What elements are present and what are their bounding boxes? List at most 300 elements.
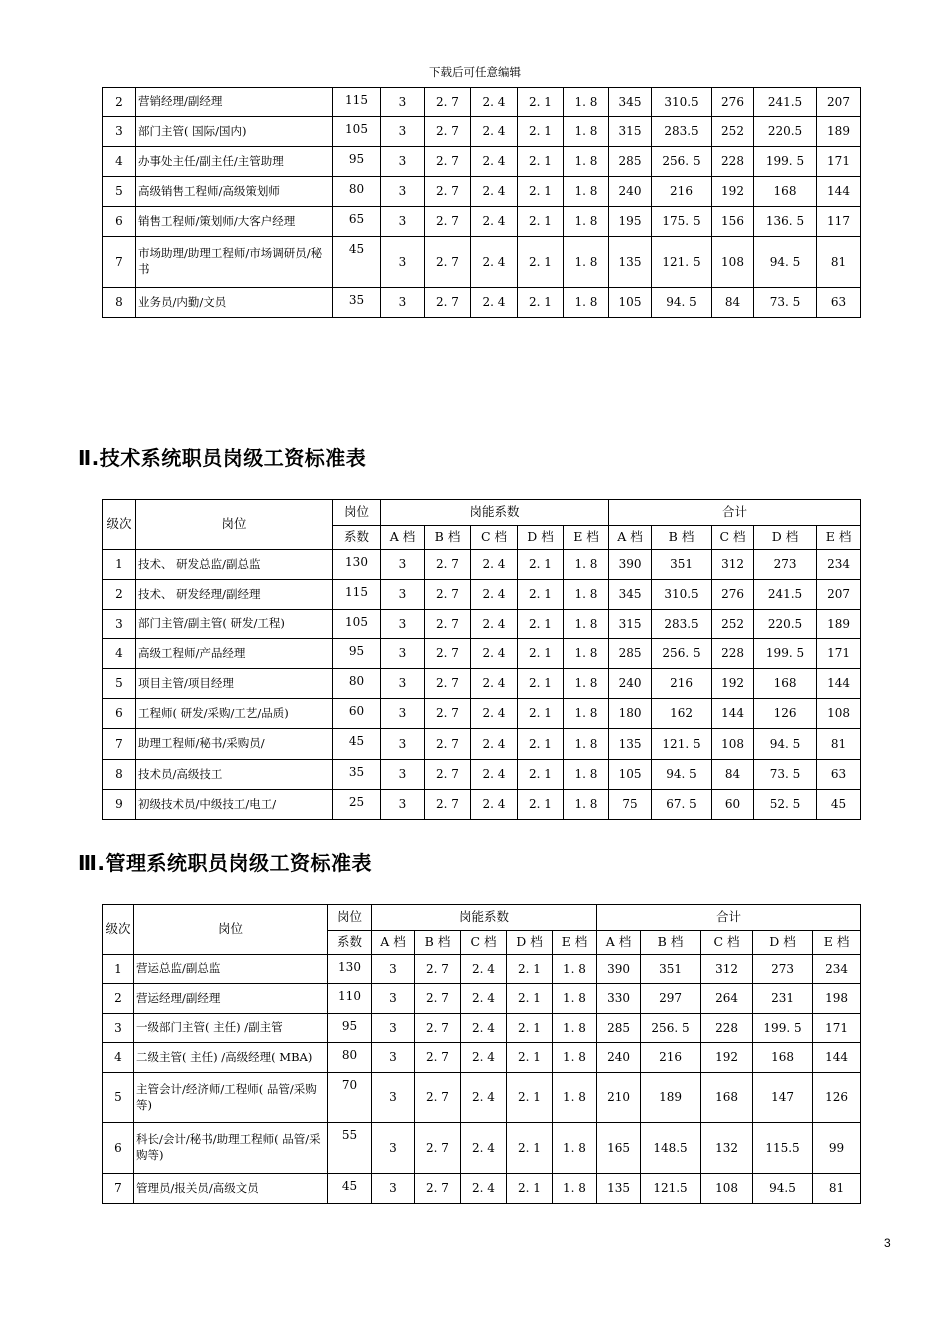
grade-header-d: D 档 <box>507 931 553 955</box>
grade-cell-c: 2. 4 <box>471 639 518 669</box>
grade-cell-e: 1. 8 <box>564 237 609 288</box>
total-cell-b: 162 <box>652 699 712 729</box>
total-cell-d: 199. 5 <box>754 639 817 669</box>
position-cell: 营销经理/副经理 <box>136 88 333 117</box>
total-cell-e: 108 <box>817 699 861 729</box>
position-header: 岗位 <box>134 905 328 955</box>
level-cell: 3 <box>103 117 136 147</box>
grade-cell-a: 3 <box>372 1073 415 1123</box>
total-cell-c: 156 <box>712 207 754 237</box>
total-cell-e: 63 <box>817 760 861 790</box>
grade-cell-d: 2. 1 <box>518 639 564 669</box>
position-cell: 二级主管( 主任) /高级经理( MBA) <box>134 1043 328 1073</box>
level-cell: 9 <box>103 790 136 820</box>
total-cell-e: 144 <box>817 177 861 207</box>
grade-cell-c: 2. 4 <box>471 288 518 318</box>
grade-cell-d: 2. 1 <box>507 1073 553 1123</box>
total-cell-e: 81 <box>817 237 861 288</box>
total-cell-d: 220.5 <box>754 610 817 639</box>
table-row <box>103 984 861 1014</box>
total-cell-e: 63 <box>817 288 861 318</box>
total-cell-b: 297 <box>641 984 701 1014</box>
grade-cell-a: 3 <box>381 177 425 207</box>
total-cell-b: 94. 5 <box>652 288 712 318</box>
total-cell-c: 252 <box>712 117 754 147</box>
level-cell: 2 <box>103 88 136 117</box>
table-row <box>103 639 861 669</box>
grade-cell-d: 2. 1 <box>518 699 564 729</box>
total-cell-c: 312 <box>701 955 753 984</box>
grade-cell-c: 2. 4 <box>461 1123 507 1174</box>
total-cell-b: 94. 5 <box>652 760 712 790</box>
grade-cell-e: 1. 8 <box>564 207 609 237</box>
grade-cell-b: 2. 7 <box>425 699 471 729</box>
grade-cell-d: 2. 1 <box>507 1014 553 1043</box>
grade-cell-c: 2. 4 <box>471 550 518 580</box>
total-cell-e: 198 <box>813 984 861 1014</box>
grade-cell-d: 2. 1 <box>518 550 564 580</box>
total-cell-c: 192 <box>701 1043 753 1073</box>
total-cell-a: 285 <box>597 1014 641 1043</box>
position-cell: 助理工程师/秘书/采购员/ <box>136 729 333 760</box>
coefficient-cell: 130 <box>333 550 381 580</box>
grade-header-c: C 档 <box>471 526 518 550</box>
total-cell-b: 216 <box>652 177 712 207</box>
total-cell-a: 210 <box>597 1073 641 1123</box>
grade-cell-a: 3 <box>381 639 425 669</box>
total-cell-c: 276 <box>712 580 754 610</box>
grade-header-a: A 档 <box>372 931 415 955</box>
coefficient-cell: 70 <box>328 1073 372 1123</box>
total-cell-a: 315 <box>609 117 652 147</box>
position-cell: 工程师( 研发/采购/工艺/品质) <box>136 699 333 729</box>
total-header-e: E 档 <box>817 526 861 550</box>
grade-cell-e: 1. 8 <box>564 669 609 699</box>
grade-cell-d: 2. 1 <box>507 984 553 1014</box>
total-cell-e: 234 <box>817 550 861 580</box>
technical-salary-table <box>102 499 861 820</box>
total-cell-a: 240 <box>597 1043 641 1073</box>
total-cell-d: 52. 5 <box>754 790 817 820</box>
total-cell-a: 390 <box>609 550 652 580</box>
table-row <box>103 147 861 177</box>
coefficient-cell: 45 <box>333 729 381 760</box>
total-cell-d: 199. 5 <box>754 147 817 177</box>
grade-cell-a: 3 <box>372 955 415 984</box>
grade-cell-b: 2. 7 <box>425 669 471 699</box>
level-cell: 8 <box>103 288 136 318</box>
total-cell-e: 126 <box>813 1073 861 1123</box>
position-cell: 部门主管/副主管( 研发/工程) <box>136 610 333 639</box>
total-cell-e: 207 <box>817 88 861 117</box>
total-cell-d: 241.5 <box>754 88 817 117</box>
total-group-header: 合计 <box>597 905 861 931</box>
total-header-b: B 档 <box>652 526 712 550</box>
level-cell: 7 <box>103 237 136 288</box>
grade-cell-b: 2. 7 <box>425 288 471 318</box>
grade-cell-d: 2. 1 <box>518 610 564 639</box>
grade-cell-d: 2. 1 <box>507 1123 553 1174</box>
table-row <box>103 1123 861 1174</box>
grade-cell-a: 3 <box>372 984 415 1014</box>
grade-cell-b: 2. 7 <box>415 1014 461 1043</box>
total-cell-c: 264 <box>701 984 753 1014</box>
grade-cell-e: 1. 8 <box>564 117 609 147</box>
grade-cell-a: 3 <box>381 580 425 610</box>
grade-cell-b: 2. 7 <box>415 984 461 1014</box>
grade-cell-c: 2. 4 <box>471 207 518 237</box>
total-cell-d: 147 <box>753 1073 813 1123</box>
total-cell-e: 207 <box>817 580 861 610</box>
grade-cell-b: 2. 7 <box>425 117 471 147</box>
grade-cell-d: 2. 1 <box>507 955 553 984</box>
total-cell-b: 121. 5 <box>652 237 712 288</box>
grade-cell-e: 1. 8 <box>564 639 609 669</box>
total-cell-c: 192 <box>712 669 754 699</box>
level-cell: 5 <box>103 1073 134 1123</box>
total-cell-c: 108 <box>701 1174 753 1204</box>
table-row <box>103 177 861 207</box>
grade-cell-e: 1. 8 <box>564 580 609 610</box>
grade-cell-c: 2. 4 <box>461 984 507 1014</box>
table-row <box>103 288 861 318</box>
grade-cell-a: 3 <box>372 1174 415 1204</box>
grade-cell-e: 1. 8 <box>564 699 609 729</box>
total-cell-d: 241.5 <box>754 580 817 610</box>
total-cell-d: 94. 5 <box>754 729 817 760</box>
table-row <box>103 237 861 288</box>
grade-cell-d: 2. 1 <box>518 88 564 117</box>
table-row <box>103 790 861 820</box>
grade-cell-c: 2. 4 <box>471 147 518 177</box>
total-cell-a: 180 <box>609 699 652 729</box>
position-cell: 一级部门主管( 主任) /副主管 <box>134 1014 328 1043</box>
grade-cell-b: 2. 7 <box>425 177 471 207</box>
total-cell-b: 67. 5 <box>652 790 712 820</box>
coefficient-cell: 105 <box>333 610 381 639</box>
grade-cell-e: 1. 8 <box>564 550 609 580</box>
level-cell: 5 <box>103 669 136 699</box>
grade-cell-a: 3 <box>381 760 425 790</box>
level-cell: 4 <box>103 147 136 177</box>
grade-header-e: E 档 <box>564 526 609 550</box>
level-cell: 7 <box>103 1174 134 1204</box>
total-cell-b: 351 <box>652 550 712 580</box>
total-header-a: A 档 <box>609 526 652 550</box>
coefficient-cell: 25 <box>333 790 381 820</box>
total-cell-a: 135 <box>609 729 652 760</box>
grade-cell-b: 2. 7 <box>425 610 471 639</box>
grade-cell-b: 2. 7 <box>415 955 461 984</box>
level-header: 级次 <box>103 905 134 955</box>
level-cell: 1 <box>103 955 134 984</box>
table-row <box>103 1174 861 1204</box>
grade-cell-c: 2. 4 <box>471 88 518 117</box>
grade-cell-a: 3 <box>381 699 425 729</box>
total-cell-d: 199. 5 <box>753 1014 813 1043</box>
total-cell-e: 81 <box>817 729 861 760</box>
total-cell-b: 310.5 <box>652 580 712 610</box>
table-row <box>103 1014 861 1043</box>
grade-cell-c: 2. 4 <box>471 610 518 639</box>
position-cell: 管理员/报关员/高级文员 <box>134 1174 328 1204</box>
grade-cell-a: 3 <box>372 1123 415 1174</box>
grade-cell-e: 1. 8 <box>553 1123 597 1174</box>
level-cell: 8 <box>103 760 136 790</box>
grade-cell-b: 2. 7 <box>415 1174 461 1204</box>
grade-cell-d: 2. 1 <box>507 1043 553 1073</box>
grade-cell-e: 1. 8 <box>564 729 609 760</box>
table-row <box>103 610 861 639</box>
grade-cell-e: 1. 8 <box>564 760 609 790</box>
total-cell-d: 168 <box>754 669 817 699</box>
total-cell-c: 228 <box>712 147 754 177</box>
grade-cell-c: 2. 4 <box>471 729 518 760</box>
grade-cell-b: 2. 7 <box>425 88 471 117</box>
grade-cell-a: 3 <box>381 237 425 288</box>
total-cell-d: 273 <box>754 550 817 580</box>
grade-cell-d: 2. 1 <box>518 790 564 820</box>
total-cell-e: 234 <box>813 955 861 984</box>
total-cell-e: 171 <box>817 639 861 669</box>
grade-cell-a: 3 <box>372 1043 415 1073</box>
grade-cell-a: 3 <box>381 729 425 760</box>
total-cell-a: 315 <box>609 610 652 639</box>
coef-header-bottom: 系数 <box>333 526 381 550</box>
total-cell-d: 126 <box>754 699 817 729</box>
table-row <box>103 669 861 699</box>
level-cell: 2 <box>103 580 136 610</box>
level-cell: 3 <box>103 610 136 639</box>
total-cell-e: 171 <box>817 147 861 177</box>
coef-header-bottom: 系数 <box>328 931 372 955</box>
grade-cell-c: 2. 4 <box>471 580 518 610</box>
table-row <box>103 88 861 117</box>
coef-header-top: 岗位 <box>333 500 381 526</box>
position-cell: 销售工程师/策划师/大客户经理 <box>136 207 333 237</box>
table-row <box>103 1043 861 1073</box>
total-cell-c: 144 <box>712 699 754 729</box>
total-cell-b: 148.5 <box>641 1123 701 1174</box>
level-cell: 6 <box>103 699 136 729</box>
total-header-d: D 档 <box>754 526 817 550</box>
total-cell-c: 84 <box>712 288 754 318</box>
coefficient-cell: 60 <box>333 699 381 729</box>
grade-cell-a: 3 <box>381 88 425 117</box>
grade-cell-e: 1. 8 <box>564 288 609 318</box>
grade-header-b: B 档 <box>415 931 461 955</box>
total-cell-a: 105 <box>609 288 652 318</box>
grade-cell-d: 2. 1 <box>518 288 564 318</box>
coef-header-top: 岗位 <box>328 905 372 931</box>
total-cell-b: 283.5 <box>652 117 712 147</box>
grade-header-b: B 档 <box>425 526 471 550</box>
grade-cell-c: 2. 4 <box>471 760 518 790</box>
position-cell: 主管会计/经济师/工程师( 品管/采购等) <box>134 1073 328 1123</box>
total-cell-d: 168 <box>754 177 817 207</box>
grade-cell-d: 2. 1 <box>518 760 564 790</box>
total-header-c: C 档 <box>712 526 754 550</box>
grade-cell-d: 2. 1 <box>518 177 564 207</box>
level-cell: 6 <box>103 207 136 237</box>
tech-table-title: Ⅱ.技术系统职员岗级工资标准表 <box>78 446 367 470</box>
position-cell: 技术、 研发经理/副经理 <box>136 580 333 610</box>
grade-cell-b: 2. 7 <box>425 729 471 760</box>
header-note: 下载后可任意编辑 <box>429 65 521 79</box>
grade-group-header: 岗能系数 <box>372 905 597 931</box>
grade-cell-d: 2. 1 <box>518 669 564 699</box>
total-cell-c: 312 <box>712 550 754 580</box>
grade-cell-b: 2. 7 <box>425 639 471 669</box>
grade-cell-a: 3 <box>381 790 425 820</box>
total-cell-d: 168 <box>753 1043 813 1073</box>
table-row <box>103 729 861 760</box>
total-cell-c: 276 <box>712 88 754 117</box>
total-cell-c: 192 <box>712 177 754 207</box>
total-cell-c: 228 <box>712 639 754 669</box>
coefficient-cell: 80 <box>328 1043 372 1073</box>
level-cell: 7 <box>103 729 136 760</box>
grade-cell-b: 2. 7 <box>425 147 471 177</box>
total-cell-e: 45 <box>817 790 861 820</box>
total-cell-c: 132 <box>701 1123 753 1174</box>
level-cell: 3 <box>103 1014 134 1043</box>
grade-cell-e: 1. 8 <box>564 790 609 820</box>
total-cell-c: 60 <box>712 790 754 820</box>
grade-cell-b: 2. 7 <box>425 760 471 790</box>
total-cell-e: 144 <box>817 669 861 699</box>
grade-group-header: 岗能系数 <box>381 500 609 526</box>
total-cell-a: 390 <box>597 955 641 984</box>
table-row <box>103 117 861 147</box>
position-cell: 高级工程师/产品经理 <box>136 639 333 669</box>
grade-cell-b: 2. 7 <box>415 1073 461 1123</box>
total-cell-e: 81 <box>813 1174 861 1204</box>
grade-cell-b: 2. 7 <box>415 1043 461 1073</box>
total-cell-a: 135 <box>597 1174 641 1204</box>
total-cell-a: 135 <box>609 237 652 288</box>
grade-cell-e: 1. 8 <box>564 177 609 207</box>
position-cell: 项目主管/项目经理 <box>136 669 333 699</box>
table-row <box>103 760 861 790</box>
total-cell-a: 240 <box>609 669 652 699</box>
grade-cell-c: 2. 4 <box>471 237 518 288</box>
grade-cell-c: 2. 4 <box>461 955 507 984</box>
coefficient-cell: 95 <box>328 1014 372 1043</box>
total-cell-b: 121.5 <box>641 1174 701 1204</box>
total-cell-e: 117 <box>817 207 861 237</box>
total-cell-b: 310.5 <box>652 88 712 117</box>
table-row <box>103 1073 861 1123</box>
grade-cell-e: 1. 8 <box>553 1043 597 1073</box>
position-cell: 科长/会计/秘书/助理工程师( 品管/采购等) <box>134 1123 328 1174</box>
position-cell: 初级技术员/中级技工/电工/ <box>136 790 333 820</box>
grade-cell-e: 1. 8 <box>564 610 609 639</box>
grade-cell-b: 2. 7 <box>415 1123 461 1174</box>
total-cell-a: 345 <box>609 88 652 117</box>
management-table-title: Ⅲ.管理系统职员岗级工资标准表 <box>78 851 373 875</box>
grade-cell-b: 2. 7 <box>425 207 471 237</box>
total-cell-b: 189 <box>641 1073 701 1123</box>
position-cell: 部门主管( 国际/国内) <box>136 117 333 147</box>
total-header-e: E 档 <box>813 931 861 955</box>
grade-cell-a: 3 <box>381 147 425 177</box>
grade-header-a: A 档 <box>381 526 425 550</box>
position-cell: 技术员/高级技工 <box>136 760 333 790</box>
grade-cell-b: 2. 7 <box>425 580 471 610</box>
grade-cell-a: 3 <box>381 207 425 237</box>
total-cell-d: 115.5 <box>753 1123 813 1174</box>
coefficient-cell: 45 <box>328 1174 372 1204</box>
grade-cell-e: 1. 8 <box>553 955 597 984</box>
total-header-d: D 档 <box>753 931 813 955</box>
coefficient-cell: 35 <box>333 288 381 318</box>
level-cell: 4 <box>103 1043 134 1073</box>
grade-header-d: D 档 <box>518 526 564 550</box>
coefficient-cell: 115 <box>333 88 381 117</box>
coefficient-cell: 55 <box>328 1123 372 1174</box>
coefficient-cell: 45 <box>333 237 381 288</box>
grade-cell-d: 2. 1 <box>518 580 564 610</box>
total-cell-c: 228 <box>701 1014 753 1043</box>
position-header: 岗位 <box>136 500 333 550</box>
grade-cell-c: 2. 4 <box>471 177 518 207</box>
grade-cell-d: 2. 1 <box>518 237 564 288</box>
total-cell-c: 108 <box>712 729 754 760</box>
coefficient-cell: 35 <box>333 760 381 790</box>
position-cell: 技术、 研发总监/副总监 <box>136 550 333 580</box>
total-cell-a: 285 <box>609 639 652 669</box>
total-cell-a: 345 <box>609 580 652 610</box>
grade-cell-d: 2. 1 <box>518 207 564 237</box>
total-cell-a: 330 <box>597 984 641 1014</box>
position-cell: 办事处主任/副主任/主管助理 <box>136 147 333 177</box>
grade-cell-c: 2. 4 <box>461 1174 507 1204</box>
marketing-salary-table <box>102 87 861 318</box>
total-cell-b: 216 <box>641 1043 701 1073</box>
total-cell-a: 75 <box>609 790 652 820</box>
coefficient-cell: 115 <box>333 580 381 610</box>
grade-cell-c: 2. 4 <box>471 117 518 147</box>
total-cell-d: 231 <box>753 984 813 1014</box>
position-cell: 营运总监/副总监 <box>134 955 328 984</box>
total-cell-d: 94.5 <box>753 1174 813 1204</box>
grade-cell-b: 2. 7 <box>425 790 471 820</box>
grade-cell-c: 2. 4 <box>471 669 518 699</box>
grade-cell-d: 2. 1 <box>507 1174 553 1204</box>
grade-cell-a: 3 <box>381 610 425 639</box>
total-cell-e: 189 <box>817 117 861 147</box>
total-cell-c: 252 <box>712 610 754 639</box>
total-cell-d: 136. 5 <box>754 207 817 237</box>
total-header-c: C 档 <box>701 931 753 955</box>
grade-header-e: E 档 <box>553 931 597 955</box>
table-row <box>103 580 861 610</box>
total-cell-c: 108 <box>712 237 754 288</box>
total-cell-a: 240 <box>609 177 652 207</box>
grade-cell-a: 3 <box>381 288 425 318</box>
level-header: 级次 <box>103 500 136 550</box>
total-cell-e: 171 <box>813 1014 861 1043</box>
grade-cell-b: 2. 7 <box>425 550 471 580</box>
table-row <box>103 550 861 580</box>
table-row <box>103 699 861 729</box>
grade-cell-e: 1. 8 <box>564 147 609 177</box>
coefficient-cell: 65 <box>333 207 381 237</box>
position-cell: 营运经理/副经理 <box>134 984 328 1014</box>
grade-cell-c: 2. 4 <box>461 1043 507 1073</box>
total-cell-b: 256. 5 <box>652 147 712 177</box>
